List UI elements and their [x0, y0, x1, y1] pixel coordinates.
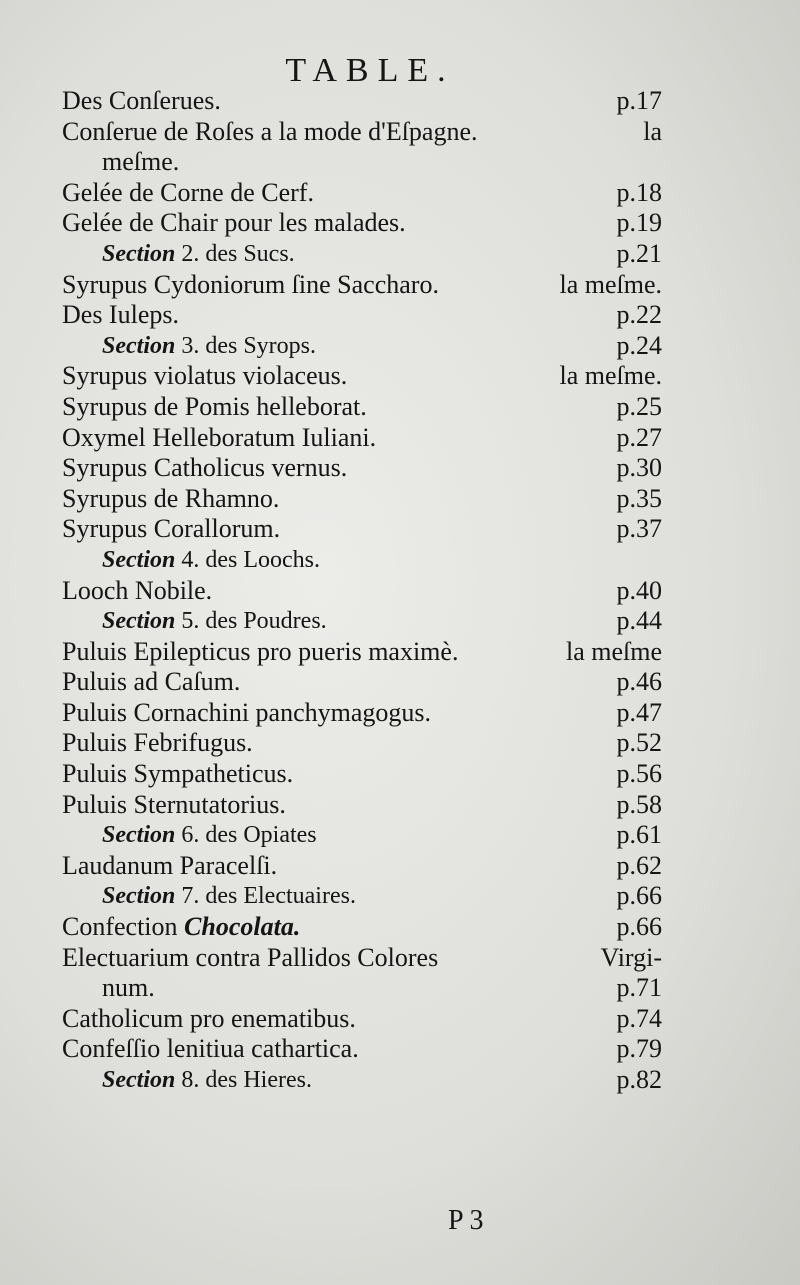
page-number: Virgi-	[600, 942, 662, 972]
entry-text: Puluis Cornachini panchymagogus.	[62, 697, 432, 727]
toc-entry	[62, 484, 662, 515]
page-number: p.61	[616, 820, 662, 850]
page-number: p.18	[616, 177, 662, 207]
page-number: p.66	[616, 881, 662, 911]
entry-text: Syrupus Corallorum.	[62, 514, 281, 544]
toc-entry	[62, 86, 662, 117]
entry-label	[62, 300, 179, 331]
page-number: p.40	[616, 575, 662, 605]
entry-text: 7. des Electuaires.	[181, 883, 356, 910]
entry-text: Syrupus violatus violaceus.	[62, 361, 348, 391]
entry-text: 3. des Syrops.	[181, 332, 317, 359]
page-number: la meſme.	[559, 269, 662, 299]
entry-text: Puluis Epilepticus pro pueris maximè.	[62, 636, 459, 666]
toc-entry	[62, 728, 662, 759]
entry-text: Gelée de Corne de Cerf.	[62, 177, 314, 207]
entry-text: Looch Nobile.	[62, 575, 213, 605]
entry-label	[102, 881, 356, 912]
section-heading	[62, 881, 662, 912]
page-number: p.58	[616, 789, 662, 819]
entry-label	[62, 667, 240, 698]
toc-entry	[62, 1034, 662, 1065]
page-number: p.24	[616, 330, 662, 360]
page-number: p.62	[616, 850, 662, 880]
entry-text: 8. des Hieres.	[181, 1067, 312, 1093]
entry-label	[62, 514, 280, 545]
entry-label	[102, 1065, 312, 1096]
entry-label	[62, 484, 279, 515]
entry-text: Syrupus de Pomis helleborat.	[62, 391, 367, 421]
entry-label	[62, 423, 376, 454]
page-number: la meſme.	[559, 361, 662, 391]
entry-text: Syrupus de Rhamno.	[62, 483, 280, 513]
entry-text: meſme.	[102, 147, 180, 177]
page-number: p.19	[616, 208, 662, 238]
entry-label	[62, 86, 221, 117]
entry-text: Puluis Febrifugus.	[62, 728, 253, 758]
section-word: Section	[102, 240, 176, 267]
entry-label	[102, 545, 320, 576]
section-heading	[62, 1065, 662, 1096]
entry-text: Syrupus Cydoniorum ſine Saccharo.	[62, 269, 439, 299]
page-number: la	[643, 116, 662, 146]
entry-label	[62, 851, 277, 882]
entry-text: 2. des Sucs.	[181, 240, 295, 267]
entry-text: Puluis Sternutatorius.	[62, 789, 286, 819]
toc-entry	[62, 851, 662, 882]
toc-entry	[62, 667, 662, 698]
toc-entry	[62, 453, 662, 484]
section-word: Section	[102, 546, 176, 573]
signature-mark: P 3	[448, 1205, 484, 1236]
section-heading	[62, 331, 662, 362]
entry-text: Syrupus Catholicus vernus.	[62, 453, 348, 483]
toc-entry	[62, 423, 662, 454]
toc-entry	[62, 270, 662, 301]
toc-entry	[62, 637, 662, 668]
section-word: Section	[102, 332, 176, 359]
toc-entry	[62, 698, 662, 729]
toc-entry	[62, 1004, 662, 1035]
entry-text: Confection	[62, 912, 178, 942]
entry-text: Catholicum pro enematibus.	[62, 1003, 356, 1033]
entry-label	[62, 912, 300, 943]
entry-label	[62, 270, 439, 301]
page-number: p.35	[616, 483, 662, 513]
section-word: Section	[102, 608, 176, 635]
page-number: p.21	[616, 238, 662, 268]
entry-text: 5. des Poudres.	[181, 608, 327, 635]
table-of-contents	[62, 86, 662, 1096]
entry-label	[102, 239, 295, 270]
entry-label	[102, 973, 155, 1004]
page-number: p.47	[616, 697, 662, 727]
toc-entry	[62, 117, 662, 148]
entry-text: Confeſſio lenitiua cathartica.	[62, 1034, 359, 1064]
entry-text: 4. des Loochs.	[181, 546, 320, 573]
page-number: p.37	[616, 514, 662, 544]
entry-text: Gelée de Chair pour les malades.	[62, 208, 406, 238]
page-number: la meſme	[565, 636, 662, 666]
toc-entry	[62, 790, 662, 821]
page-number: p.56	[616, 759, 662, 789]
entry-text: Des Conſerues.	[62, 86, 221, 115]
toc-entry	[62, 147, 662, 178]
entry-text: Electuarium contra Pallidos Colores	[62, 942, 439, 972]
toc-entry	[62, 759, 662, 790]
page-number: p.52	[616, 728, 662, 758]
entry-label	[102, 331, 316, 362]
entry-text: Puluis Sympatheticus.	[62, 759, 294, 789]
entry-label	[102, 606, 327, 637]
entry-text: Des Iuleps.	[62, 300, 179, 330]
entry-text: num.	[102, 973, 155, 1003]
toc-entry	[62, 178, 662, 209]
entry-text: Laudanum Paracelſi.	[62, 850, 278, 880]
page-number: p.22	[616, 300, 662, 330]
toc-entry	[62, 943, 662, 974]
page-number: p.46	[616, 667, 662, 697]
page-number: p.17	[616, 86, 662, 115]
page-number: p.79	[616, 1034, 662, 1064]
entry-label	[62, 208, 406, 239]
toc-entry	[62, 300, 662, 331]
entry-label	[62, 728, 253, 759]
entry-label	[62, 453, 347, 484]
entry-label	[62, 637, 458, 668]
entry-text: 6. des Opiates	[181, 822, 317, 849]
entry-label	[102, 147, 179, 178]
entry-label	[62, 698, 431, 729]
toc-entry	[62, 361, 662, 392]
section-word: Section	[102, 822, 176, 849]
entry-italic-text: Chocolata.	[184, 912, 301, 942]
section-heading	[62, 820, 662, 851]
page-number: p.25	[616, 391, 662, 421]
entry-label	[62, 1034, 359, 1065]
section-heading	[62, 545, 662, 576]
entry-label	[62, 117, 478, 148]
entry-label	[102, 820, 317, 851]
section-word: Section	[102, 1067, 176, 1093]
entry-label	[62, 759, 293, 790]
entry-text: Oxymel Helleboratum Iuliani.	[62, 422, 377, 452]
entry-label	[62, 790, 286, 821]
entry-text: Conſerue de Roſes a la mode d'Eſpagne.	[62, 116, 478, 146]
toc-entry	[62, 973, 662, 1004]
entry-label	[62, 576, 212, 607]
section-heading	[62, 606, 662, 637]
section-word: Section	[102, 883, 176, 910]
page-number: p.82	[616, 1065, 662, 1094]
page-number: p.71	[616, 973, 662, 1003]
page-number: p.44	[616, 606, 662, 636]
entry-label	[62, 361, 347, 392]
toc-entry	[62, 514, 662, 545]
toc-entry	[62, 912, 662, 943]
section-heading	[62, 239, 662, 270]
page-number: p.74	[616, 1003, 662, 1033]
page-number: p.30	[616, 453, 662, 483]
toc-entry	[62, 392, 662, 423]
entry-label	[62, 1004, 356, 1035]
entry-label	[62, 943, 438, 974]
toc-entry	[62, 208, 662, 239]
page-number: p.66	[616, 912, 662, 942]
page-number: p.27	[616, 422, 662, 452]
entry-text: Puluis ad Caſum.	[62, 667, 241, 697]
toc-entry	[62, 576, 662, 607]
page-heading: TABLE.	[285, 52, 455, 89]
entry-label	[62, 392, 367, 423]
entry-label	[62, 178, 314, 209]
